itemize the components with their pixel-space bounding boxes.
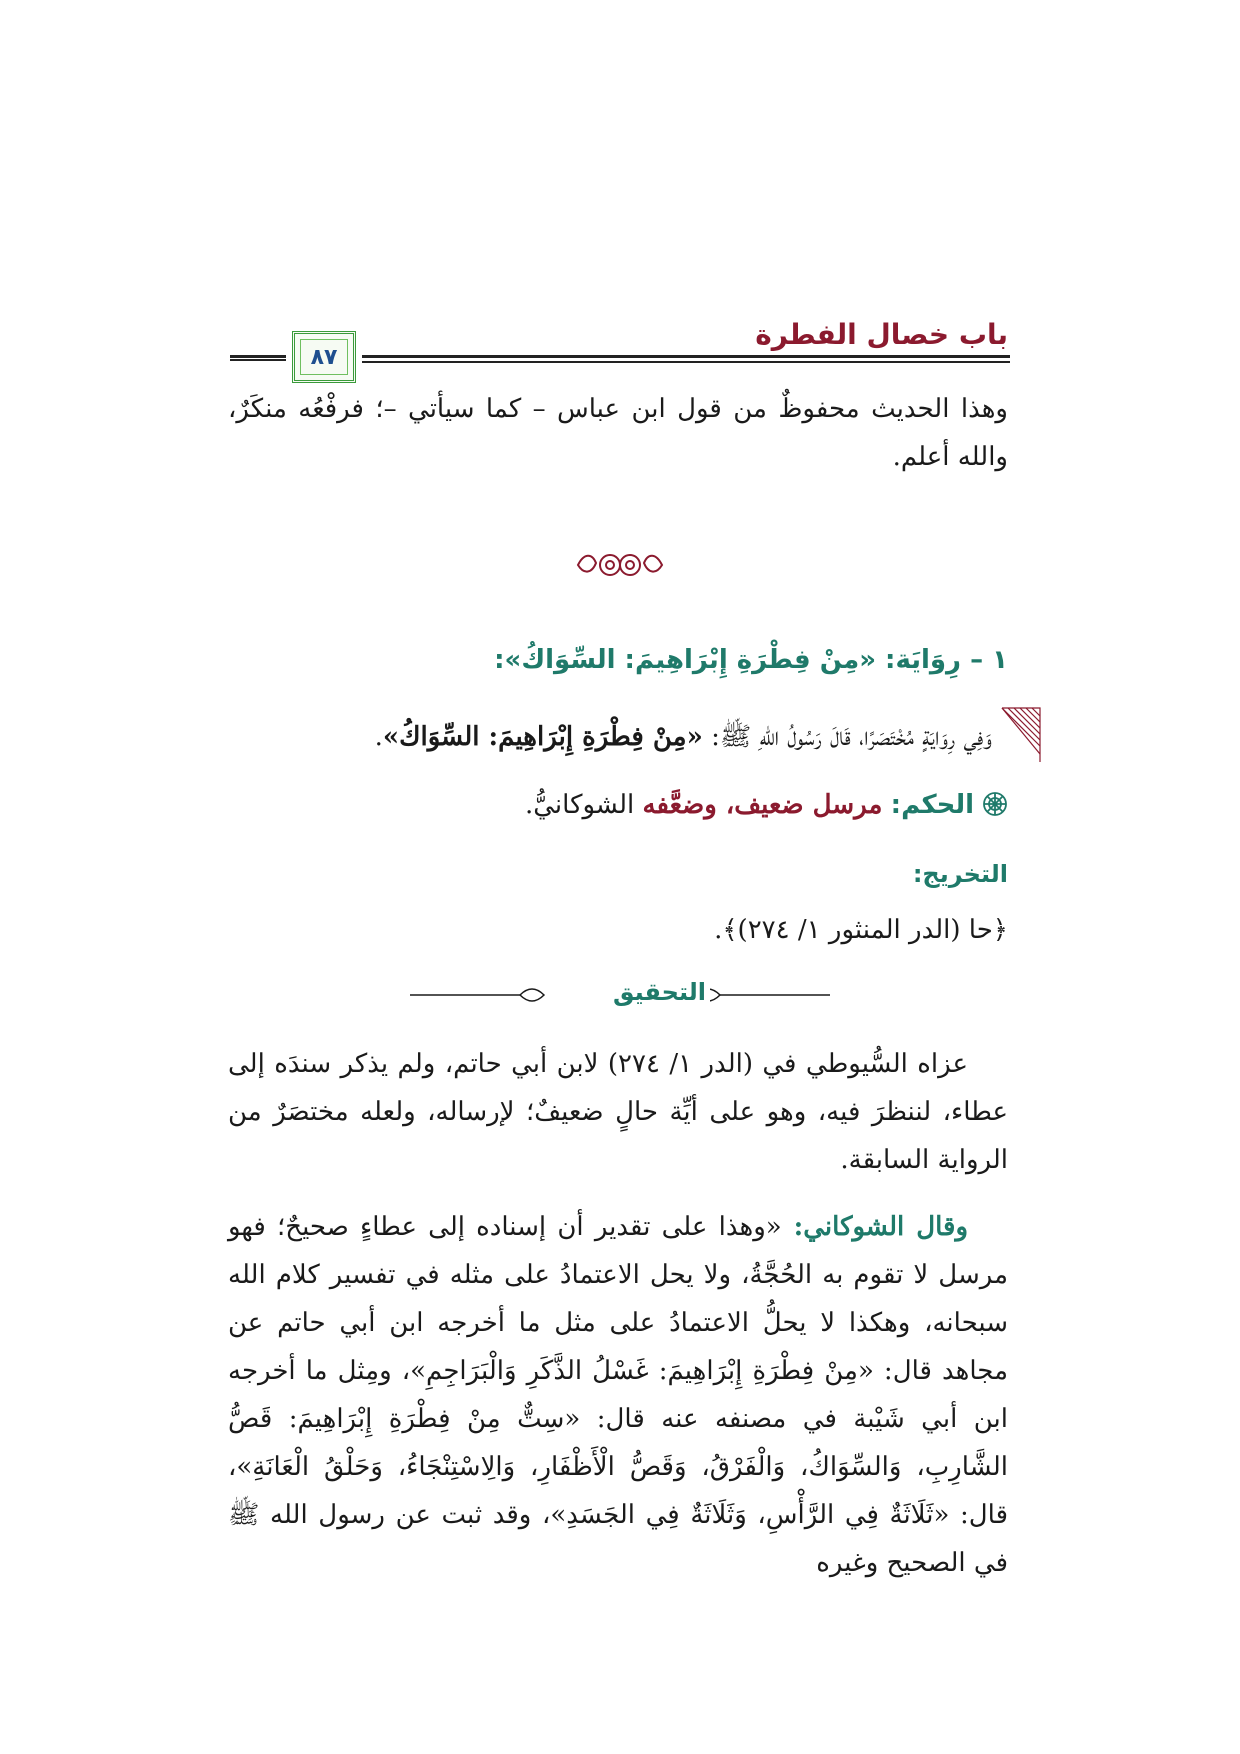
section-heading: ١ – رِوَايَة: «مِنْ فِطْرَةِ إِبْرَاهِيمَ: السِّوَاكُ»: <box>494 645 1008 675</box>
header-rule-right <box>362 355 1010 363</box>
page-number: ٨٧ <box>310 344 338 370</box>
ruling-rest: الشوكانيُّ. <box>525 790 643 820</box>
page-number-frame <box>292 331 356 383</box>
takhrij-item: ﴿حا (الدر المنثور ١/ ٢٧٤)﴾. <box>714 915 1008 945</box>
ruling-label: الحكم: <box>890 790 974 820</box>
takhrij-label: التخريج: <box>912 860 1008 888</box>
narration-prefix: وَفِي رِوَايَةٍ مُخْتَصَرًا، قَالَ رَسُولُ اللهِ ﷺ: <box>702 722 992 752</box>
rosette-icon <box>982 791 1008 817</box>
narration-line <box>375 720 992 758</box>
ruling-line <box>525 790 1008 820</box>
corner-ornament-icon <box>1000 706 1042 764</box>
shawkani-lead: وقال الشوكاني: <box>781 1212 968 1242</box>
floral-divider-icon <box>574 545 666 585</box>
intro-paragraph: وهذا الحديث محفوظٌ من قول ابن عباس – كما سيأتي –؛ فرفْعُه منكَرٌ، والله أعلم. <box>228 394 1008 472</box>
analysis-paragraph-1: عزاه السُّيوطي في (الدر ١/ ٢٧٤) لابن أبي حاتم، ولم يذكر سندَه إلى عطاء، لننظرَ فيه، وهو على أيِّة حالٍ ضعيفٌ؛ لإرساله، ولعله مختصَرٌ من الرواية السابقة. <box>228 1049 1008 1175</box>
shawkani-quote: «وهذا على تقدير أن إسناده إلى عطاءٍ صحيحٌ؛ فهو مرسل لا تقوم به الحُجَّةُ، ولا يحل الاعتمادُ على مثله في تفسير كلام الله سبحانه، وهكذا لا يحلُّ الاعتمادُ على مثل ما أخرجه ابن أبي حاتم عن مجاهد قال: «مِنْ فِطْرَةِ إِبْرَاهِيمَ: غَسْلُ الذَّكَرِ وَالْبَرَاجِمِ»، ومِثل ما أخرجه ابن أبي شَيْبة في مصنفه عنه قال: «سِتٌّ مِنْ فِطْرَةِ إِبْرَاهِيمَ: قَصُّ الشَّارِبِ، وَالسِّوَاكُ، وَالْفَرْقُ، وَقَصُّ الْأَظْفَارِ، وَالِاسْتِنْجَاءُ، وَحَلْقُ الْعَانَةِ»، قال: «ثَلَاثَةٌ فِي الرَّأْسِ، وَثَلَاثَةٌ فِي الجَسَدِ»، وقد ثبت عن رسول الله ﷺ في الصحيح وغيره <box>228 1212 1009 1578</box>
header-rule-left <box>230 355 286 361</box>
narration-quote: «مِنْ فِطْرَةِ إِبْرَاهِيمَ: السِّوَاكُ» <box>382 722 703 752</box>
tahqiq-label: التحقيق <box>609 978 710 1006</box>
ruling-verdict: مرسل ضعيف، وضعَّفه <box>642 790 883 820</box>
running-header-title: باب خصال الفطرة <box>755 318 1008 351</box>
narration-suffix: . <box>374 722 383 752</box>
analysis-paragraph-2 <box>228 1203 1008 1587</box>
